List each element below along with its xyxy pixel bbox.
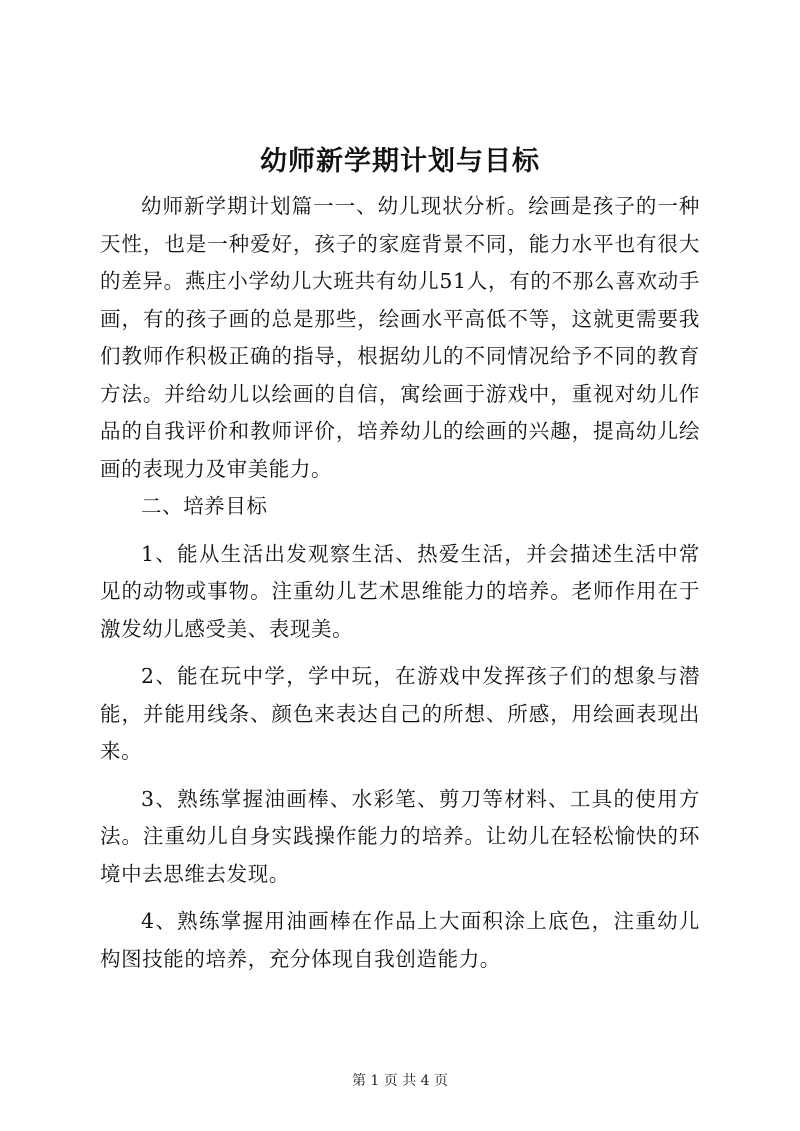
document-body [100,188,700,978]
paragraph-section-heading: 二、培养目标 [141,494,268,518]
paragraph-goal-4: 4、熟练掌握用油画棒在作品上大面积涂上底色，注重幼儿构图技能的培养，充分体现自我创造能力。 [100,909,700,971]
paragraph-goal-2: 2、能在玩中学，学中玩，在游戏中发挥孩子们的想象与潜能，并能用线条、颜色来表达自己的所想、所感，用绘画表现出来。 [100,664,700,763]
paragraph-goal-1: 1、能从生活出发观察生活、热爱生活，并会描述生活中常见的动物或事物。注重幼儿艺术思维能力的培养。老师作用在于激发幼儿感受美、表现美。 [100,541,700,641]
paragraph-intro: 幼师新学期计划篇一一、幼儿现状分析。绘画是孩子的一种天性，也是一种爱好，孩子的家庭背景不同，能力水平也有很大的差异。燕庄小学幼儿大班共有幼儿51人，有的不那么喜欢动手画，有的孩子画的总是那些，绘画水平高低不等，这就更需要我们教师作积极正确的指导，根据幼儿的不同情况给予不同的教育方法。并给幼儿以绘画的自信，寓绘画于游戏中，重视对幼儿作品的自我评价和教师评价，培养幼儿的绘画的兴趣，提高幼儿绘画的表现力及审美能力。 [100,194,700,481]
document-title: 幼师新学期计划与目标 [260,146,540,177]
page-number-footer: 第 1 页 共 4 页 [351,1073,449,1089]
paragraph-goal-3: 3、熟练掌握油画棒、水彩笔、剪刀等材料、工具的使用方法。注重幼儿自身实践操作能力的培养。让幼儿在轻松愉快的环境中去思维去发现。 [100,786,700,886]
